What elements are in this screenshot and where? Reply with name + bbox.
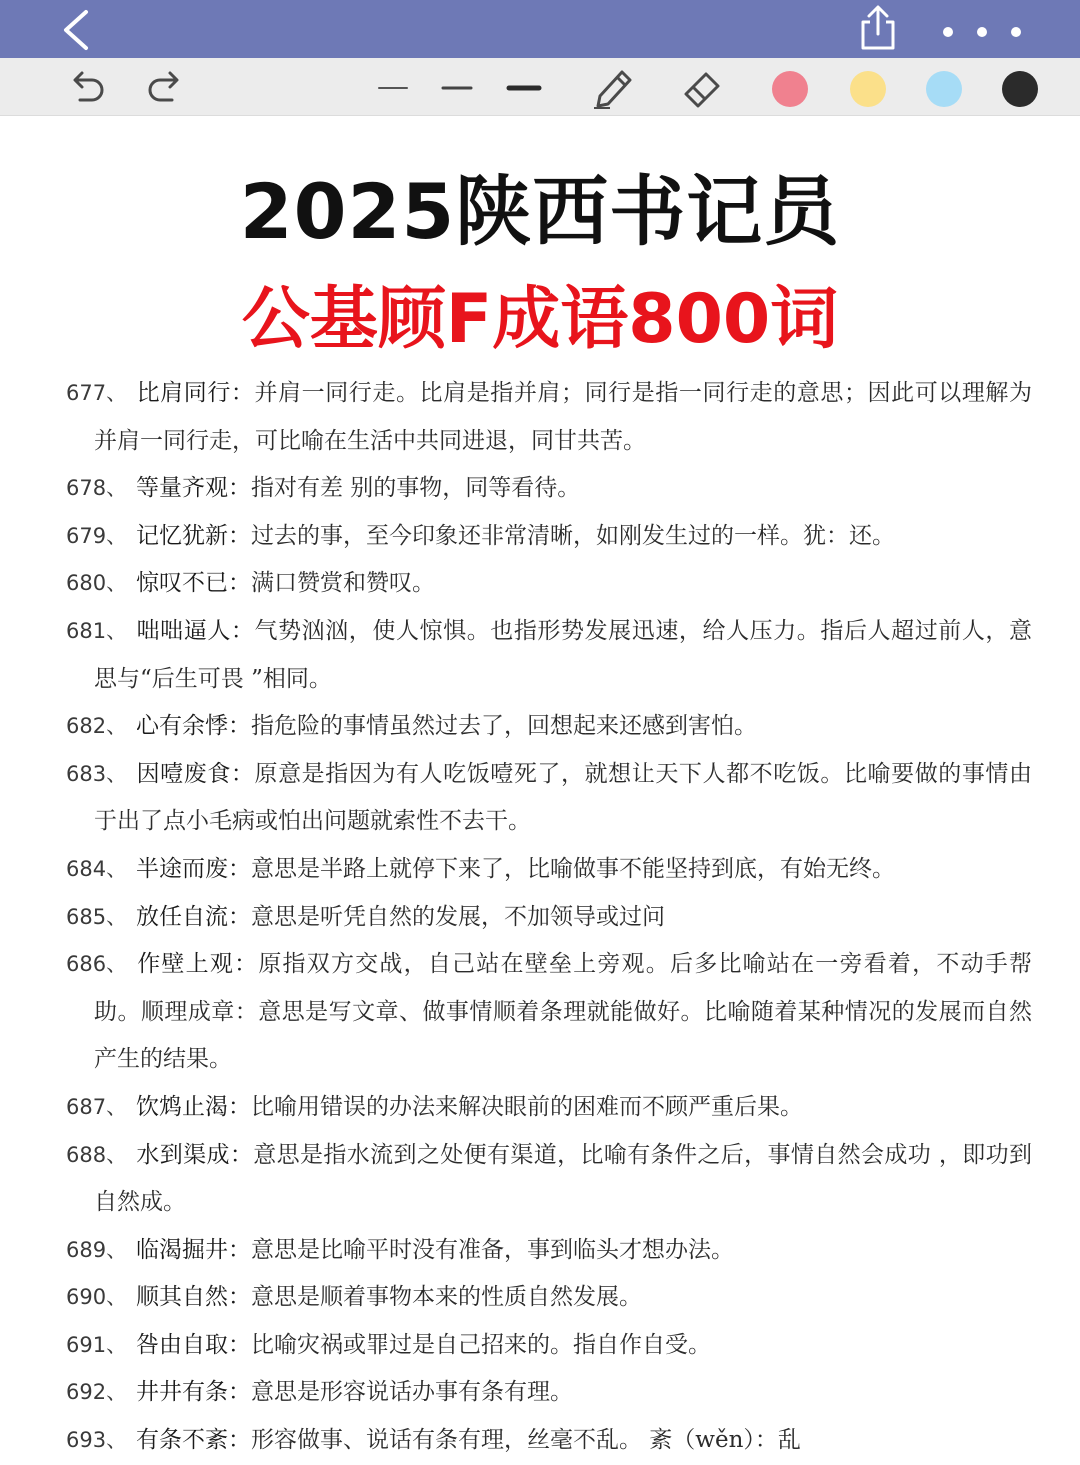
idiom-definition: 气势汹汹，使人惊惧。也指形势发展迅速，给人压力。指后人超过前人，意思与“后生可畏 ”相同。 [94, 617, 1033, 692]
idiom-term: 顺其自然： [136, 1284, 251, 1311]
entry-number: 690、 [66, 1285, 128, 1310]
stroke-thick-icon[interactable] [506, 66, 542, 110]
idiom-definition: 原指双方交战，自己站在壁垒上旁观。后多比喻站在一旁看着，不动手帮助。顺理成章：意思是写文章、做事情顺着条理就能做好。比喻随着某种情况的发展而自然产生的结果。 [94, 951, 1033, 1073]
idiom-definition: 指对有差 别的事物，同等看待。 [251, 475, 581, 502]
idiom-definition: 满口赞赏和赞叹。 [251, 570, 435, 597]
idiom-term: 惊叹不已： [136, 570, 251, 597]
chevron-left-icon[interactable] [58, 10, 98, 50]
entry-number: 686、 [66, 952, 128, 977]
annotation-toolbar [0, 58, 1080, 116]
document-page [0, 116, 1080, 1454]
idiom-entry [0, 751, 1080, 846]
entry-number: 680、 [66, 571, 128, 596]
idiom-term: 等量齐观： [136, 475, 251, 502]
page-title: 2025陕西书记员 [239, 167, 841, 256]
color-swatch-black[interactable] [1002, 71, 1038, 107]
entry-number: 688、 [66, 1142, 128, 1167]
idiom-term: 比肩同行： [136, 380, 255, 406]
entry-number: 677、 [66, 381, 128, 405]
idiom-term: 咎由自取： [136, 1331, 251, 1358]
idiom-definition: 形容做事、说话有条有理，丝毫不乱。 紊（wěn）：乱 [251, 1427, 801, 1454]
color-swatch-yellow[interactable] [850, 71, 886, 107]
entry-number: 687、 [66, 1094, 128, 1119]
idiom-list [0, 370, 1080, 1465]
idiom-entry [0, 1369, 1080, 1417]
entry-number: 681、 [66, 618, 128, 643]
redo-icon[interactable] [142, 66, 186, 110]
idiom-term: 心有余悸： [136, 713, 251, 740]
idiom-term: 咄咄逼人： [136, 617, 255, 644]
idiom-entry [0, 941, 1080, 1084]
entry-number: 689、 [66, 1237, 128, 1262]
idiom-entry [0, 1417, 1080, 1465]
undo-icon[interactable] [66, 66, 110, 110]
idiom-term: 井井有条： [136, 1379, 251, 1406]
entry-number: 685、 [66, 904, 128, 929]
idiom-entry [0, 560, 1080, 608]
idiom-entry [0, 1132, 1080, 1227]
entry-number: 679、 [66, 523, 128, 548]
idiom-definition: 意思是比喻平时没有准备，事到临头才想办法。 [251, 1236, 734, 1263]
idiom-term: 半途而废： [136, 855, 251, 882]
idiom-term: 临渴掘井： [136, 1236, 251, 1263]
idiom-entry [0, 703, 1080, 751]
idiom-entry [0, 846, 1080, 894]
idiom-definition: 原意是指因为有人吃饭噎死了，就想让天下人都不吃饭。比喻要做的事情由于出了点小毛病或怕出问题就索性不去干。 [94, 760, 1033, 835]
color-swatch-pink[interactable] [772, 71, 808, 107]
idiom-definition: 意思是半路上就停下来了，比喻做事不能坚持到底，有始无终。 [251, 855, 895, 882]
idiom-entry [0, 370, 1080, 465]
idiom-definition: 比喻灾祸或罪过是自己招来的。指自作自受。 [251, 1331, 711, 1358]
eraser-icon[interactable] [680, 66, 724, 110]
idiom-term: 记忆犹新： [136, 522, 251, 549]
idiom-term: 水到渠成： [136, 1141, 254, 1168]
entry-number: 683、 [66, 761, 128, 786]
idiom-term: 饮鸩止渴： [136, 1093, 251, 1120]
page-subtitle: 公基顾F成语800词 [241, 280, 839, 359]
idiom-definition: 比喻用错误的办法来解决眼前的困难而不顾严重后果。 [251, 1093, 803, 1120]
idiom-entry [0, 465, 1080, 513]
top-app-bar [0, 0, 1080, 58]
entry-number: 682、 [66, 714, 128, 739]
share-icon[interactable] [856, 4, 900, 52]
idiom-entry [0, 1322, 1080, 1370]
idiom-definition: 过去的事，至今印象还非常清晰，如刚发生过的一样。犹：还。 [251, 522, 895, 549]
entry-number: 691、 [66, 1332, 128, 1357]
idiom-entry [0, 1084, 1080, 1132]
idiom-entry [0, 894, 1080, 942]
idiom-entry [0, 1274, 1080, 1322]
entry-number: 684、 [66, 856, 128, 881]
idiom-term: 作壁上观： [136, 951, 259, 978]
stroke-medium-icon[interactable] [440, 66, 474, 110]
entry-number: 693、 [66, 1428, 128, 1453]
idiom-definition: 意思是指水流到之处便有渠道，比喻有条件之后，事情自然会成功 ，即功到自然成。 [94, 1141, 1033, 1216]
more-horizontal-icon[interactable] [936, 18, 1032, 42]
idiom-definition: 并肩一同行走。比肩是指并肩；同行是指一同行走的意思；因此可以理解为并肩一同行走，可比喻在生活中共同进退，同甘共苦。 [94, 380, 1033, 454]
idiom-entry [0, 1227, 1080, 1275]
idiom-term: 因噎废食： [136, 760, 255, 787]
idiom-entry [0, 608, 1080, 703]
color-swatch-blue[interactable] [926, 71, 962, 107]
idiom-definition: 指危险的事情虽然过去了，回想起来还感到害怕。 [251, 713, 757, 740]
pen-icon[interactable] [590, 66, 636, 110]
idiom-definition: 意思是形容说话办事有条有理。 [251, 1379, 573, 1406]
idiom-term: 有条不紊： [136, 1427, 251, 1454]
idiom-definition: 意思是听凭自然的发展，不加领导或过问 [251, 903, 665, 930]
idiom-entry [0, 513, 1080, 561]
idiom-term: 放任自流： [136, 903, 251, 930]
idiom-definition: 意思是顺着事物本来的性质自然发展。 [251, 1284, 642, 1311]
stroke-thin-icon[interactable] [376, 66, 410, 110]
entry-number: 692、 [66, 1380, 128, 1405]
entry-number: 678、 [66, 476, 128, 501]
